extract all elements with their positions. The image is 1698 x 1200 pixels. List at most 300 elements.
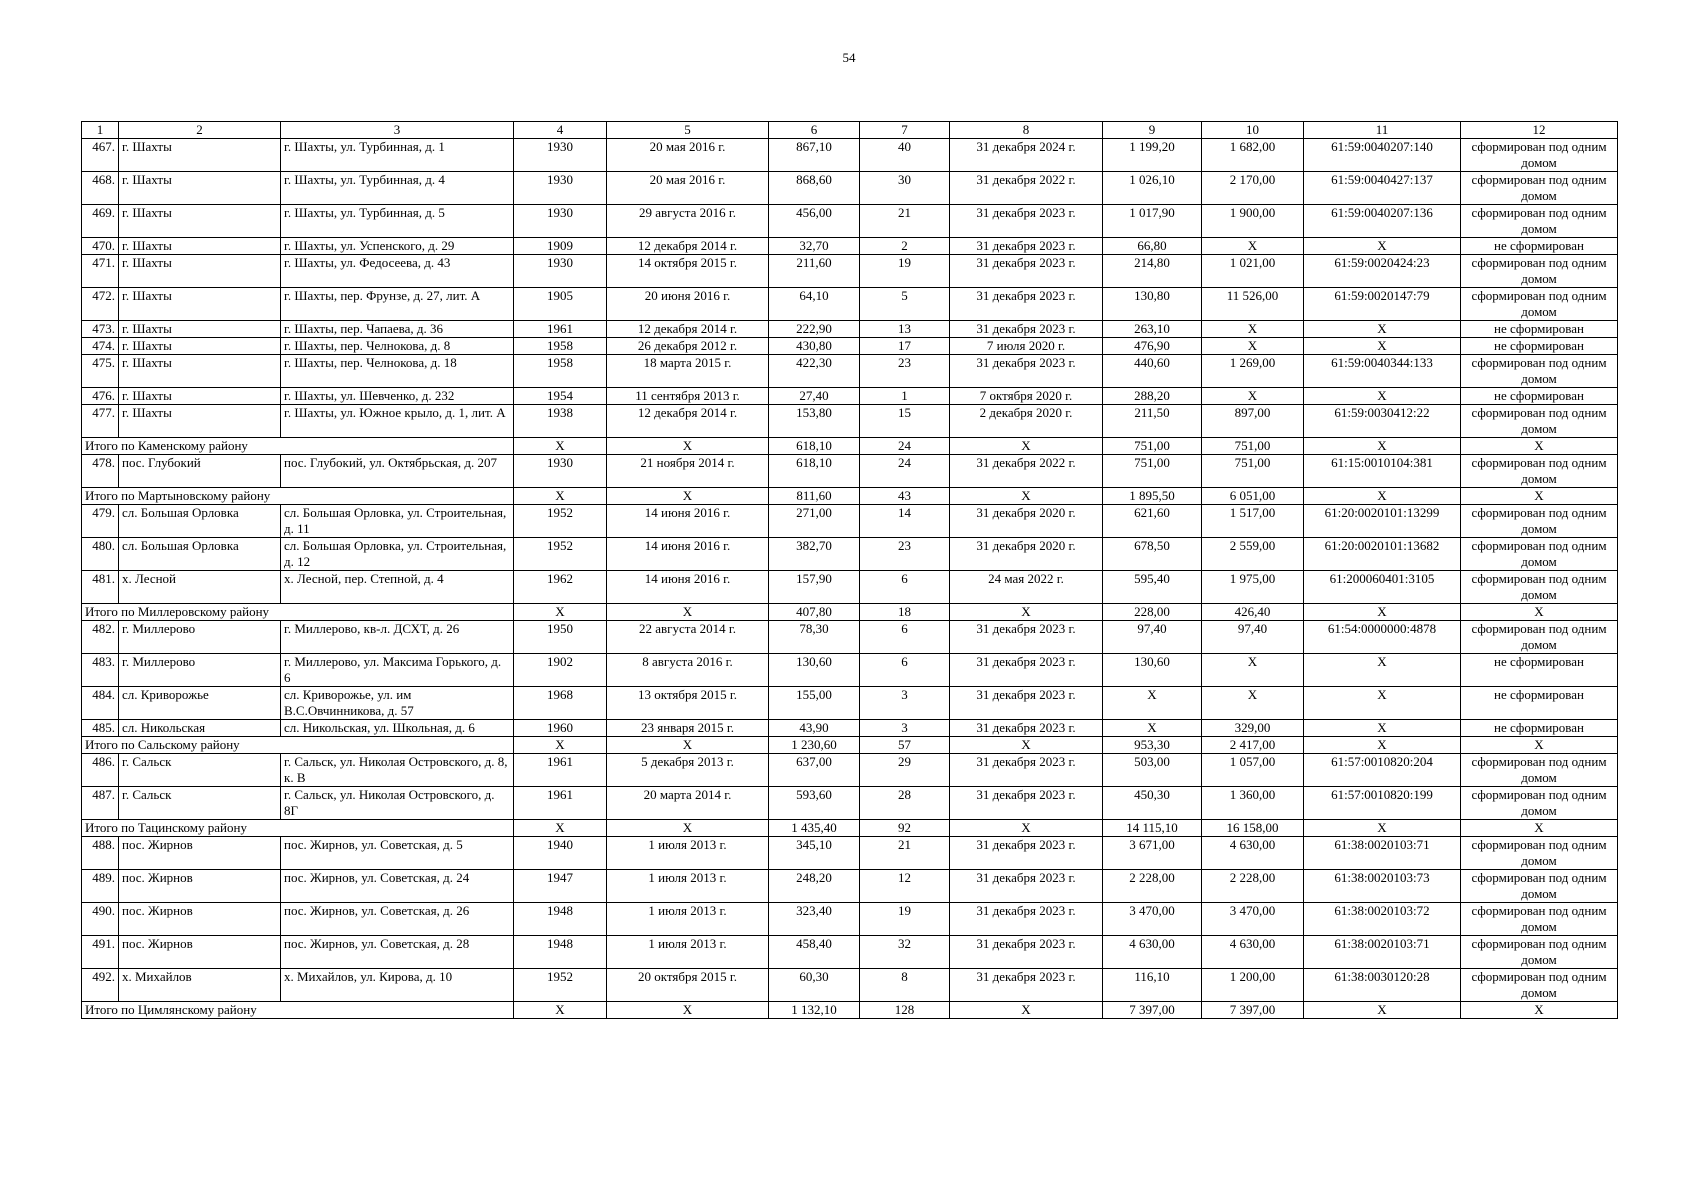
cadastral-number-cell: X xyxy=(1304,338,1461,355)
people-count-cell: 6 xyxy=(860,621,950,654)
settlement-cell: г. Миллерово xyxy=(119,654,281,687)
row-number-cell: 480. xyxy=(82,538,119,571)
year-cell: 1947 xyxy=(514,870,607,903)
land-status-cell: не сформирован xyxy=(1461,238,1618,255)
table-row xyxy=(82,355,1618,388)
land-status-cell: сформирован под одним домом xyxy=(1461,787,1618,820)
land-status-cell: не сформирован xyxy=(1461,338,1618,355)
column-10-cell: 11 526,00 xyxy=(1202,288,1304,321)
area-cell: 618,10 xyxy=(769,455,860,488)
land-status-cell: сформирован под одним домом xyxy=(1461,505,1618,538)
column-9-cell: 503,00 xyxy=(1103,754,1202,787)
column-10-cell: X xyxy=(1202,321,1304,338)
district-total-label: Итого по Мартыновскому району xyxy=(82,488,514,505)
column-10-cell: 7 397,00 xyxy=(1202,1002,1304,1019)
row-number-cell: 473. xyxy=(82,321,119,338)
land-status-cell: сформирован под одним домом xyxy=(1461,139,1618,172)
people-count-cell: 43 xyxy=(860,488,950,505)
date-cell: 1 июля 2013 г. xyxy=(607,837,769,870)
district-total-row xyxy=(82,488,1618,505)
date-cell: 12 декабря 2014 г. xyxy=(607,321,769,338)
people-count-cell: 24 xyxy=(860,455,950,488)
cadastral-number-cell: 61:20:0020101:13299 xyxy=(1304,505,1461,538)
address-cell: г. Миллерово, ул. Максима Горького, д. 6 xyxy=(281,654,514,687)
table-row xyxy=(82,238,1618,255)
district-total-label: Итого по Сальскому району xyxy=(82,737,514,754)
land-status-cell: сформирован под одним домом xyxy=(1461,754,1618,787)
cadastral-number-cell: 61:38:0020103:71 xyxy=(1304,936,1461,969)
deadline-cell: 31 декабря 2023 г. xyxy=(950,255,1103,288)
settlement-cell: г. Шахты xyxy=(119,238,281,255)
date-cell: X xyxy=(607,820,769,837)
land-status-cell: сформирован под одним домом xyxy=(1461,571,1618,604)
cadastral-number-cell: 61:57:0010820:204 xyxy=(1304,754,1461,787)
column-9-cell: 1 895,50 xyxy=(1103,488,1202,505)
column-10-cell: 97,40 xyxy=(1202,621,1304,654)
settlement-cell: сл. Криворожье xyxy=(119,687,281,720)
row-number-cell: 469. xyxy=(82,205,119,238)
date-cell: 14 июня 2016 г. xyxy=(607,538,769,571)
people-count-cell: 13 xyxy=(860,321,950,338)
page-number: 54 xyxy=(842,50,856,65)
row-number-cell: 491. xyxy=(82,936,119,969)
people-count-cell: 18 xyxy=(860,604,950,621)
people-count-cell: 2 xyxy=(860,238,950,255)
table-row xyxy=(82,255,1618,288)
table-row xyxy=(82,571,1618,604)
table-row xyxy=(82,538,1618,571)
housing-table xyxy=(81,121,1618,1019)
settlement-cell: сл. Никольская xyxy=(119,720,281,737)
area-cell: 868,60 xyxy=(769,172,860,205)
district-total-label: Итого по Тацинскому району xyxy=(82,820,514,837)
column-10-cell: X xyxy=(1202,238,1304,255)
deadline-cell: X xyxy=(950,604,1103,621)
land-status-cell: сформирован под одним домом xyxy=(1461,288,1618,321)
column-10-cell: 2 228,00 xyxy=(1202,870,1304,903)
column-10-cell: X xyxy=(1202,687,1304,720)
land-status-cell: сформирован под одним домом xyxy=(1461,936,1618,969)
deadline-cell: 31 декабря 2022 г. xyxy=(950,172,1103,205)
date-cell: 20 мая 2016 г. xyxy=(607,139,769,172)
row-number-cell: 489. xyxy=(82,870,119,903)
settlement-cell: г. Сальск xyxy=(119,787,281,820)
column-9-cell: 4 630,00 xyxy=(1103,936,1202,969)
land-status-cell: не сформирован xyxy=(1461,321,1618,338)
cadastral-number-cell: 61:54:0000000:4878 xyxy=(1304,621,1461,654)
column-9-cell: 751,00 xyxy=(1103,438,1202,455)
cadastral-number-cell: 61:59:0040427:137 xyxy=(1304,172,1461,205)
date-cell: 21 ноября 2014 г. xyxy=(607,455,769,488)
column-10-cell: 16 158,00 xyxy=(1202,820,1304,837)
address-cell: г. Шахты, пер. Чапаева, д. 36 xyxy=(281,321,514,338)
area-cell: 248,20 xyxy=(769,870,860,903)
deadline-cell: 31 декабря 2023 г. xyxy=(950,870,1103,903)
column-9-cell: 621,60 xyxy=(1103,505,1202,538)
area-cell: 1 230,60 xyxy=(769,737,860,754)
area-cell: 867,10 xyxy=(769,139,860,172)
people-count-cell: 21 xyxy=(860,837,950,870)
district-total-label: Итого по Миллеровскому району xyxy=(82,604,514,621)
area-cell: 27,40 xyxy=(769,388,860,405)
column-9-cell: 953,30 xyxy=(1103,737,1202,754)
year-cell: 1952 xyxy=(514,505,607,538)
column-9-cell: 1 017,90 xyxy=(1103,205,1202,238)
deadline-cell: 31 декабря 2023 г. xyxy=(950,936,1103,969)
people-count-cell: 8 xyxy=(860,969,950,1002)
cadastral-number-cell: X xyxy=(1304,488,1461,505)
table-row xyxy=(82,321,1618,338)
settlement-cell: г. Шахты xyxy=(119,172,281,205)
cadastral-number-cell: 61:38:0020103:72 xyxy=(1304,903,1461,936)
column-10-cell: 2 559,00 xyxy=(1202,538,1304,571)
row-number-cell: 486. xyxy=(82,754,119,787)
column-9-cell: 288,20 xyxy=(1103,388,1202,405)
year-cell: 1940 xyxy=(514,837,607,870)
cadastral-number-cell: 61:20:0020101:13682 xyxy=(1304,538,1461,571)
people-count-cell: 3 xyxy=(860,720,950,737)
deadline-cell: 31 декабря 2023 г. xyxy=(950,903,1103,936)
deadline-cell: 31 декабря 2023 г. xyxy=(950,754,1103,787)
people-count-cell: 17 xyxy=(860,338,950,355)
column-9-cell: 1 026,10 xyxy=(1103,172,1202,205)
land-status-cell: X xyxy=(1461,737,1618,754)
settlement-cell: пос. Глубокий xyxy=(119,455,281,488)
row-number-cell: 472. xyxy=(82,288,119,321)
cadastral-number-cell: X xyxy=(1304,820,1461,837)
deadline-cell: X xyxy=(950,488,1103,505)
land-status-cell: не сформирован xyxy=(1461,388,1618,405)
column-9-cell: 14 115,10 xyxy=(1103,820,1202,837)
date-cell: 22 августа 2014 г. xyxy=(607,621,769,654)
settlement-cell: х. Михайлов xyxy=(119,969,281,1002)
date-cell: 20 марта 2014 г. xyxy=(607,787,769,820)
table-row xyxy=(82,205,1618,238)
column-10-cell: 1 021,00 xyxy=(1202,255,1304,288)
row-number-cell: 479. xyxy=(82,505,119,538)
date-cell: X xyxy=(607,737,769,754)
date-cell: 20 июня 2016 г. xyxy=(607,288,769,321)
table-row xyxy=(82,936,1618,969)
table-row xyxy=(82,903,1618,936)
date-cell: 12 декабря 2014 г. xyxy=(607,405,769,438)
column-9-cell: X xyxy=(1103,687,1202,720)
date-cell: 1 июля 2013 г. xyxy=(607,936,769,969)
cadastral-number-cell: X xyxy=(1304,438,1461,455)
column-10-cell: 6 051,00 xyxy=(1202,488,1304,505)
deadline-cell: 24 мая 2022 г. xyxy=(950,571,1103,604)
column-number-row xyxy=(82,122,1618,139)
table-row xyxy=(82,405,1618,438)
people-count-cell: 92 xyxy=(860,820,950,837)
deadline-cell: 31 декабря 2020 г. xyxy=(950,505,1103,538)
cadastral-number-cell: 61:200060401:3105 xyxy=(1304,571,1461,604)
column-10-cell: 751,00 xyxy=(1202,455,1304,488)
row-number-cell: 475. xyxy=(82,355,119,388)
column-9-cell: 130,80 xyxy=(1103,288,1202,321)
row-number-cell: 476. xyxy=(82,388,119,405)
date-cell: X xyxy=(607,488,769,505)
date-cell: 14 октября 2015 г. xyxy=(607,255,769,288)
date-cell: 5 декабря 2013 г. xyxy=(607,754,769,787)
land-status-cell: X xyxy=(1461,820,1618,837)
row-number-cell: 474. xyxy=(82,338,119,355)
table-row xyxy=(82,654,1618,687)
deadline-cell: 31 декабря 2023 г. xyxy=(950,355,1103,388)
column-9-cell: 130,60 xyxy=(1103,654,1202,687)
row-number-cell: 470. xyxy=(82,238,119,255)
cadastral-number-cell: 61:59:0020424:23 xyxy=(1304,255,1461,288)
settlement-cell: г. Миллерово xyxy=(119,621,281,654)
district-total-row xyxy=(82,737,1618,754)
area-cell: 78,30 xyxy=(769,621,860,654)
address-cell: сл. Большая Орловка, ул. Строительная, д. 12 xyxy=(281,538,514,571)
column-9-cell: 214,80 xyxy=(1103,255,1202,288)
settlement-cell: пос. Жирнов xyxy=(119,936,281,969)
land-status-cell: X xyxy=(1461,1002,1618,1019)
column-9-cell: 3 470,00 xyxy=(1103,903,1202,936)
year-cell: X xyxy=(514,737,607,754)
column-9-cell: 2 228,00 xyxy=(1103,870,1202,903)
year-cell: 1930 xyxy=(514,172,607,205)
deadline-cell: 2 декабря 2020 г. xyxy=(950,405,1103,438)
area-cell: 32,70 xyxy=(769,238,860,255)
area-cell: 422,30 xyxy=(769,355,860,388)
column-10-cell: 4 630,00 xyxy=(1202,936,1304,969)
area-cell: 1 435,40 xyxy=(769,820,860,837)
date-cell: X xyxy=(607,438,769,455)
people-count-cell: 12 xyxy=(860,870,950,903)
table-row xyxy=(82,621,1618,654)
area-cell: 637,00 xyxy=(769,754,860,787)
address-cell: г. Шахты, ул. Южное крыло, д. 1, лит. А xyxy=(281,405,514,438)
row-number-cell: 477. xyxy=(82,405,119,438)
table-row xyxy=(82,837,1618,870)
settlement-cell: г. Сальск xyxy=(119,754,281,787)
column-10-cell: 3 470,00 xyxy=(1202,903,1304,936)
table-row xyxy=(82,338,1618,355)
column-9-cell: 751,00 xyxy=(1103,455,1202,488)
address-cell: г. Шахты, пер. Челнокова, д. 8 xyxy=(281,338,514,355)
deadline-cell: 31 декабря 2023 г. xyxy=(950,205,1103,238)
address-cell: сл. Большая Орловка, ул. Строительная, д. 11 xyxy=(281,505,514,538)
cadastral-number-cell: 61:38:0020103:73 xyxy=(1304,870,1461,903)
area-cell: 407,80 xyxy=(769,604,860,621)
address-cell: х. Лесной, пер. Степной, д. 4 xyxy=(281,571,514,604)
table-row xyxy=(82,720,1618,737)
row-number-cell: 485. xyxy=(82,720,119,737)
district-total-row xyxy=(82,820,1618,837)
row-number-cell: 471. xyxy=(82,255,119,288)
land-status-cell: сформирован под одним домом xyxy=(1461,837,1618,870)
column-9-cell: 97,40 xyxy=(1103,621,1202,654)
area-cell: 64,10 xyxy=(769,288,860,321)
column-9-cell: 3 671,00 xyxy=(1103,837,1202,870)
cadastral-number-cell: X xyxy=(1304,720,1461,737)
area-cell: 155,00 xyxy=(769,687,860,720)
settlement-cell: х. Лесной xyxy=(119,571,281,604)
column-number-cell: 9 xyxy=(1103,122,1202,139)
year-cell: 1930 xyxy=(514,205,607,238)
cadastral-number-cell: 61:59:0030412:22 xyxy=(1304,405,1461,438)
column-9-cell: 7 397,00 xyxy=(1103,1002,1202,1019)
address-cell: пос. Жирнов, ул. Советская, д. 5 xyxy=(281,837,514,870)
column-number-cell: 1 xyxy=(82,122,119,139)
column-number-cell: 3 xyxy=(281,122,514,139)
people-count-cell: 40 xyxy=(860,139,950,172)
people-count-cell: 14 xyxy=(860,505,950,538)
row-number-cell: 468. xyxy=(82,172,119,205)
date-cell: X xyxy=(607,604,769,621)
column-10-cell: 426,40 xyxy=(1202,604,1304,621)
address-cell: г. Миллерово, кв-л. ДСХТ, д. 26 xyxy=(281,621,514,654)
people-count-cell: 23 xyxy=(860,538,950,571)
cadastral-number-cell: 61:38:0030120:28 xyxy=(1304,969,1461,1002)
column-9-cell: 450,30 xyxy=(1103,787,1202,820)
address-cell: г. Шахты, ул. Федосеева, д. 43 xyxy=(281,255,514,288)
cadastral-number-cell: 61:59:0040207:140 xyxy=(1304,139,1461,172)
table-row xyxy=(82,388,1618,405)
year-cell: X xyxy=(514,488,607,505)
column-10-cell: 2 417,00 xyxy=(1202,737,1304,754)
settlement-cell: сл. Большая Орловка xyxy=(119,538,281,571)
land-status-cell: сформирован под одним домом xyxy=(1461,255,1618,288)
table-row xyxy=(82,505,1618,538)
people-count-cell: 24 xyxy=(860,438,950,455)
cadastral-number-cell: X xyxy=(1304,737,1461,754)
land-status-cell: сформирован под одним домом xyxy=(1461,969,1618,1002)
settlement-cell: г. Шахты xyxy=(119,321,281,338)
settlement-cell: г. Шахты xyxy=(119,255,281,288)
people-count-cell: 19 xyxy=(860,255,950,288)
deadline-cell: X xyxy=(950,737,1103,754)
land-status-cell: сформирован под одним домом xyxy=(1461,405,1618,438)
deadline-cell: 31 декабря 2023 г. xyxy=(950,621,1103,654)
year-cell: 1952 xyxy=(514,538,607,571)
table-row xyxy=(82,969,1618,1002)
cadastral-number-cell: X xyxy=(1304,654,1461,687)
year-cell: 1954 xyxy=(514,388,607,405)
year-cell: 1960 xyxy=(514,720,607,737)
deadline-cell: X xyxy=(950,438,1103,455)
cadastral-number-cell: X xyxy=(1304,238,1461,255)
settlement-cell: г. Шахты xyxy=(119,405,281,438)
area-cell: 60,30 xyxy=(769,969,860,1002)
column-10-cell: 1 200,00 xyxy=(1202,969,1304,1002)
column-10-cell: 1 975,00 xyxy=(1202,571,1304,604)
deadline-cell: 31 декабря 2023 г. xyxy=(950,654,1103,687)
column-10-cell: X xyxy=(1202,388,1304,405)
area-cell: 222,90 xyxy=(769,321,860,338)
column-9-cell: 595,40 xyxy=(1103,571,1202,604)
address-cell: г. Шахты, ул. Турбинная, д. 4 xyxy=(281,172,514,205)
deadline-cell: 7 июля 2020 г. xyxy=(950,338,1103,355)
table-row xyxy=(82,870,1618,903)
district-total-label: Итого по Цимлянскому району xyxy=(82,1002,514,1019)
cadastral-number-cell: X xyxy=(1304,388,1461,405)
address-cell: г. Сальск, ул. Николая Островского, д. 8Г xyxy=(281,787,514,820)
deadline-cell: 31 декабря 2023 г. xyxy=(950,720,1103,737)
column-number-cell: 11 xyxy=(1304,122,1461,139)
column-10-cell: 1 269,00 xyxy=(1202,355,1304,388)
column-number-cell: 4 xyxy=(514,122,607,139)
land-status-cell: не сформирован xyxy=(1461,720,1618,737)
row-number-cell: 483. xyxy=(82,654,119,687)
cadastral-number-cell: X xyxy=(1304,1002,1461,1019)
area-cell: 456,00 xyxy=(769,205,860,238)
column-10-cell: 1 057,00 xyxy=(1202,754,1304,787)
column-9-cell: 116,10 xyxy=(1103,969,1202,1002)
people-count-cell: 5 xyxy=(860,288,950,321)
deadline-cell: 31 декабря 2023 г. xyxy=(950,238,1103,255)
land-status-cell: сформирован под одним домом xyxy=(1461,538,1618,571)
deadline-cell: 31 декабря 2020 г. xyxy=(950,538,1103,571)
people-count-cell: 57 xyxy=(860,737,950,754)
settlement-cell: г. Шахты xyxy=(119,139,281,172)
year-cell: 1950 xyxy=(514,621,607,654)
district-total-row xyxy=(82,604,1618,621)
column-9-cell: 228,00 xyxy=(1103,604,1202,621)
address-cell: г. Шахты, ул. Турбинная, д. 1 xyxy=(281,139,514,172)
deadline-cell: X xyxy=(950,1002,1103,1019)
land-status-cell: не сформирован xyxy=(1461,687,1618,720)
column-9-cell: X xyxy=(1103,720,1202,737)
date-cell: X xyxy=(607,1002,769,1019)
year-cell: 1962 xyxy=(514,571,607,604)
column-10-cell: 897,00 xyxy=(1202,405,1304,438)
year-cell: X xyxy=(514,820,607,837)
cadastral-number-cell: 61:15:0010104:381 xyxy=(1304,455,1461,488)
address-cell: г. Шахты, пер. Челнокова, д. 18 xyxy=(281,355,514,388)
address-cell: пос. Жирнов, ул. Советская, д. 28 xyxy=(281,936,514,969)
year-cell: 1968 xyxy=(514,687,607,720)
date-cell: 1 июля 2013 г. xyxy=(607,870,769,903)
people-count-cell: 30 xyxy=(860,172,950,205)
year-cell: 1961 xyxy=(514,787,607,820)
column-9-cell: 66,80 xyxy=(1103,238,1202,255)
year-cell: 1909 xyxy=(514,238,607,255)
row-number-cell: 488. xyxy=(82,837,119,870)
row-number-cell: 484. xyxy=(82,687,119,720)
people-count-cell: 1 xyxy=(860,388,950,405)
date-cell: 14 июня 2016 г. xyxy=(607,505,769,538)
area-cell: 430,80 xyxy=(769,338,860,355)
settlement-cell: пос. Жирнов xyxy=(119,870,281,903)
row-number-cell: 490. xyxy=(82,903,119,936)
date-cell: 20 октября 2015 г. xyxy=(607,969,769,1002)
column-10-cell: 1 360,00 xyxy=(1202,787,1304,820)
year-cell: 1948 xyxy=(514,936,607,969)
people-count-cell: 32 xyxy=(860,936,950,969)
date-cell: 13 октября 2015 г. xyxy=(607,687,769,720)
column-9-cell: 440,60 xyxy=(1103,355,1202,388)
people-count-cell: 29 xyxy=(860,754,950,787)
district-total-label: Итого по Каменскому району xyxy=(82,438,514,455)
people-count-cell: 28 xyxy=(860,787,950,820)
date-cell: 14 июня 2016 г. xyxy=(607,571,769,604)
column-10-cell: 329,00 xyxy=(1202,720,1304,737)
address-cell: пос. Жирнов, ул. Советская, д. 26 xyxy=(281,903,514,936)
land-status-cell: сформирован под одним домом xyxy=(1461,355,1618,388)
settlement-cell: сл. Большая Орловка xyxy=(119,505,281,538)
date-cell: 18 марта 2015 г. xyxy=(607,355,769,388)
date-cell: 12 декабря 2014 г. xyxy=(607,238,769,255)
column-10-cell: 1 900,00 xyxy=(1202,205,1304,238)
address-cell: сл. Криворожье, ул. им В.С.Овчинникова, д. 57 xyxy=(281,687,514,720)
row-number-cell: 478. xyxy=(82,455,119,488)
date-cell: 29 августа 2016 г. xyxy=(607,205,769,238)
district-total-row xyxy=(82,1002,1618,1019)
